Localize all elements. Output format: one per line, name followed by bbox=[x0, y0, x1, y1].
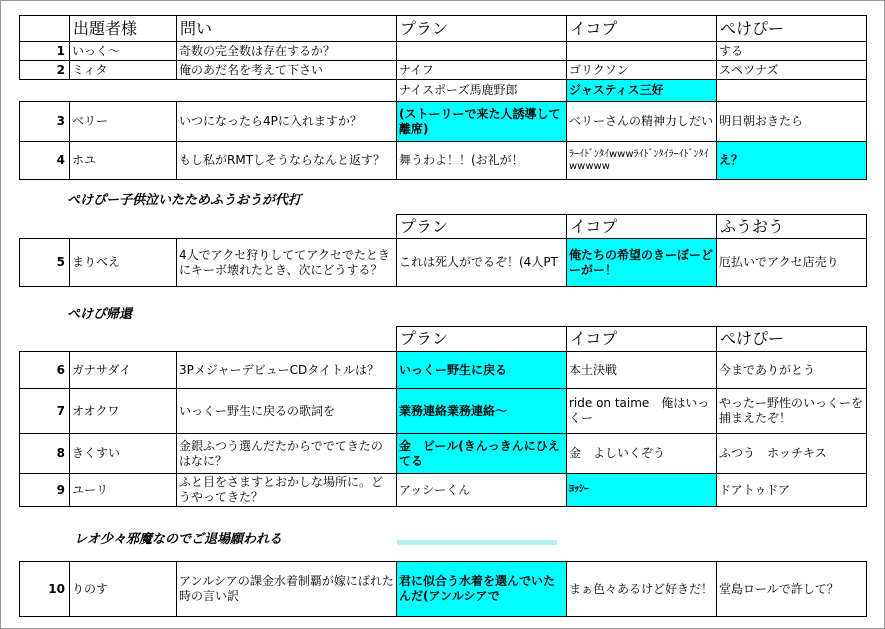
table-row bbox=[20, 142, 867, 180]
ikopu-answer-cell[interactable]: ベリーさんの精神力しだい bbox=[567, 102, 717, 142]
table-row bbox=[20, 102, 867, 142]
row-number-cell[interactable]: 5 bbox=[20, 239, 70, 287]
section-title-return: ぺけぴ帰還 bbox=[67, 307, 133, 322]
question-cell[interactable]: アンルシアの課金水着制覇が嫁にばれた時の言い訳 bbox=[177, 562, 397, 617]
table-row bbox=[20, 434, 867, 474]
plan-answer-cell[interactable]: 業務連絡業務連絡～ bbox=[397, 389, 567, 434]
answer3-cell[interactable]: 厄払いでアクセ店売り bbox=[717, 239, 867, 287]
row-number-cell[interactable]: 9 bbox=[20, 474, 70, 507]
question-cell[interactable]: もし私がRMTしそうならなんと返す？ bbox=[177, 142, 397, 180]
asker-cell[interactable]: きくすい bbox=[70, 434, 177, 474]
row-number-cell[interactable]: 1 bbox=[20, 42, 70, 61]
ikopu-answer-cell[interactable]: ジャスティス三好 bbox=[567, 80, 717, 102]
column-header-pekepi[interactable]: ぺけぴー bbox=[717, 327, 867, 352]
column-header-no[interactable] bbox=[20, 327, 70, 352]
answer3-cell[interactable]: 明日朝おきたら bbox=[717, 102, 867, 142]
ikopu-answer-cell[interactable]: 本土決戦 bbox=[567, 352, 717, 389]
answer3-cell[interactable]: する bbox=[717, 42, 867, 61]
header-row bbox=[20, 327, 867, 352]
quiz-table-main bbox=[19, 15, 867, 180]
table-row bbox=[20, 80, 867, 102]
column-header-ikopu[interactable]: イコプ bbox=[567, 327, 717, 352]
row-number-cell[interactable]: 6 bbox=[20, 352, 70, 389]
row-number-cell[interactable]: 10 bbox=[20, 562, 70, 617]
ikopu-answer-cell[interactable]: ゴリクソン bbox=[567, 61, 717, 80]
asker-cell[interactable]: オオクワ bbox=[70, 389, 177, 434]
question-cell[interactable]: いっくー野生に戻るの歌詞を bbox=[177, 389, 397, 434]
column-header-asker[interactable]: 出題者様 bbox=[70, 16, 177, 42]
column-header-asker[interactable] bbox=[70, 327, 177, 352]
row-number-cell[interactable] bbox=[20, 80, 70, 102]
question-cell[interactable]: 奇数の完全数は存在するか？ bbox=[177, 42, 397, 61]
ikopu-answer-cell[interactable]: まぁ色々あるけど好きだ！ bbox=[567, 562, 717, 617]
answer3-cell[interactable]: スペツナズ bbox=[717, 61, 867, 80]
plan-answer-cell[interactable]: 君に似合う水着を選んでいたんだ(アンルシアで bbox=[397, 562, 567, 617]
plan-answer-cell[interactable]: (ストーリーで来た人誘導して離席) bbox=[397, 102, 567, 142]
table-row bbox=[20, 562, 867, 617]
asker-cell[interactable]: ホユ bbox=[70, 142, 177, 180]
plan-answer-cell[interactable]: これは死人がでるぞ！(4人PT bbox=[397, 239, 567, 287]
answer3-cell[interactable]: やったー野性のいっくーを捕まえたぞ！ bbox=[717, 389, 867, 434]
column-header-pekepi[interactable]: ぺけぴー bbox=[717, 16, 867, 42]
question-cell[interactable]: 3PメジャーデビューCDタイトルは？ bbox=[177, 352, 397, 389]
question-cell[interactable]: 金銀ふつう選んだたからででてきたのはなに？ bbox=[177, 434, 397, 474]
plan-answer-cell[interactable]: アッシーくん bbox=[397, 474, 567, 507]
row-number-cell[interactable]: 7 bbox=[20, 389, 70, 434]
asker-cell[interactable] bbox=[70, 80, 177, 102]
plan-answer-cell[interactable]: ナイスポーズ馬鹿野郎 bbox=[397, 80, 567, 102]
header-row bbox=[20, 215, 867, 239]
quiz-table-return bbox=[19, 326, 867, 507]
answer3-cell[interactable]: 堂島ロールで許して？ bbox=[717, 562, 867, 617]
column-header-question[interactable] bbox=[177, 215, 397, 239]
answer3-cell[interactable]: 今までありがとう bbox=[717, 352, 867, 389]
ikopu-answer-cell[interactable]: ﾗｰｲﾄﾞﾝﾀｲwwwﾗｲﾄﾞﾝﾀｲﾗｰｲﾄﾞﾝﾀｲwwwww bbox=[567, 142, 717, 180]
plan-answer-cell[interactable]: 金 ビール(きんっきんにひえてる bbox=[397, 434, 567, 474]
table-row bbox=[20, 474, 867, 507]
row-number-cell[interactable]: 8 bbox=[20, 434, 70, 474]
column-header-ikopu[interactable]: イコプ bbox=[567, 215, 717, 239]
asker-cell[interactable]: ベリー bbox=[70, 102, 177, 142]
section-title-substitute: ぺけぴー子供泣いたためふうおうが代打 bbox=[67, 193, 302, 208]
row-number-cell[interactable]: 2 bbox=[20, 61, 70, 80]
column-header-asker[interactable] bbox=[70, 215, 177, 239]
table-row bbox=[20, 42, 867, 61]
row-number-cell[interactable]: 3 bbox=[20, 102, 70, 142]
asker-cell[interactable]: ガナサダイ bbox=[70, 352, 177, 389]
asker-cell[interactable]: りのす bbox=[70, 562, 177, 617]
plan-answer-cell[interactable]: いっくー野生に戻る bbox=[397, 352, 567, 389]
column-header-pekepi[interactable]: ふうおう bbox=[717, 215, 867, 239]
ikopu-answer-cell[interactable]: 金 よしいくぞう bbox=[567, 434, 717, 474]
question-cell[interactable]: 4人でアクセ狩りしててアクセでたときにキーボ壊れたとき、次にどうする？ bbox=[177, 239, 397, 287]
column-header-plan[interactable]: プラン bbox=[397, 16, 567, 42]
answer3-cell[interactable]: え？ bbox=[717, 142, 867, 180]
quiz-table-leave bbox=[19, 561, 867, 617]
column-header-no[interactable] bbox=[20, 215, 70, 239]
plan-answer-cell[interactable]: ナイフ bbox=[397, 61, 567, 80]
asker-cell[interactable]: いっく～ bbox=[70, 42, 177, 61]
ikopu-answer-cell[interactable]: ride on taime 俺はいっくー bbox=[567, 389, 717, 434]
question-cell[interactable] bbox=[177, 80, 397, 102]
quiz-table-substitute bbox=[19, 214, 867, 287]
section-title-leave: レオ少々邪魔なのでご退場願われる bbox=[74, 532, 283, 547]
answer3-cell[interactable] bbox=[717, 80, 867, 102]
column-header-question[interactable]: 問い bbox=[177, 16, 397, 42]
table-row bbox=[20, 352, 867, 389]
table-row bbox=[20, 389, 867, 434]
plan-answer-cell[interactable]: 舞うわよ！！(お礼が！ bbox=[397, 142, 567, 180]
asker-cell[interactable]: ミィタ bbox=[70, 61, 177, 80]
ikopu-answer-cell[interactable] bbox=[567, 42, 717, 61]
header-row bbox=[20, 16, 867, 42]
answer3-cell[interactable]: ふつう ホッチキス bbox=[717, 434, 867, 474]
ikopu-answer-cell[interactable]: ﾖｯｼｰ bbox=[567, 474, 717, 507]
question-cell[interactable]: ふと目をさますとおかしな場所に。どうやってきた？ bbox=[177, 474, 397, 507]
column-header-plan[interactable]: プラン bbox=[397, 327, 567, 352]
row-number-cell[interactable]: 4 bbox=[20, 142, 70, 180]
asker-cell[interactable]: ユーリ bbox=[70, 474, 177, 507]
highlight-remnant-strip bbox=[397, 540, 557, 545]
column-header-no[interactable] bbox=[20, 16, 70, 42]
column-header-question[interactable] bbox=[177, 327, 397, 352]
ikopu-answer-cell[interactable]: 俺たちの希望のきーぼーどーがー！ bbox=[567, 239, 717, 287]
column-header-plan[interactable]: プラン bbox=[397, 215, 567, 239]
question-cell[interactable]: 俺のあだ名を考えて下さい bbox=[177, 61, 397, 80]
answer3-cell[interactable]: ドアトゥドア bbox=[717, 474, 867, 507]
table-row bbox=[20, 239, 867, 287]
table-row bbox=[20, 61, 867, 80]
question-cell[interactable]: いつになったら4Pに入れますか？ bbox=[177, 102, 397, 142]
plan-answer-cell[interactable] bbox=[397, 42, 567, 61]
column-header-ikopu[interactable]: イコプ bbox=[567, 16, 717, 42]
asker-cell[interactable]: まりべえ bbox=[70, 239, 177, 287]
